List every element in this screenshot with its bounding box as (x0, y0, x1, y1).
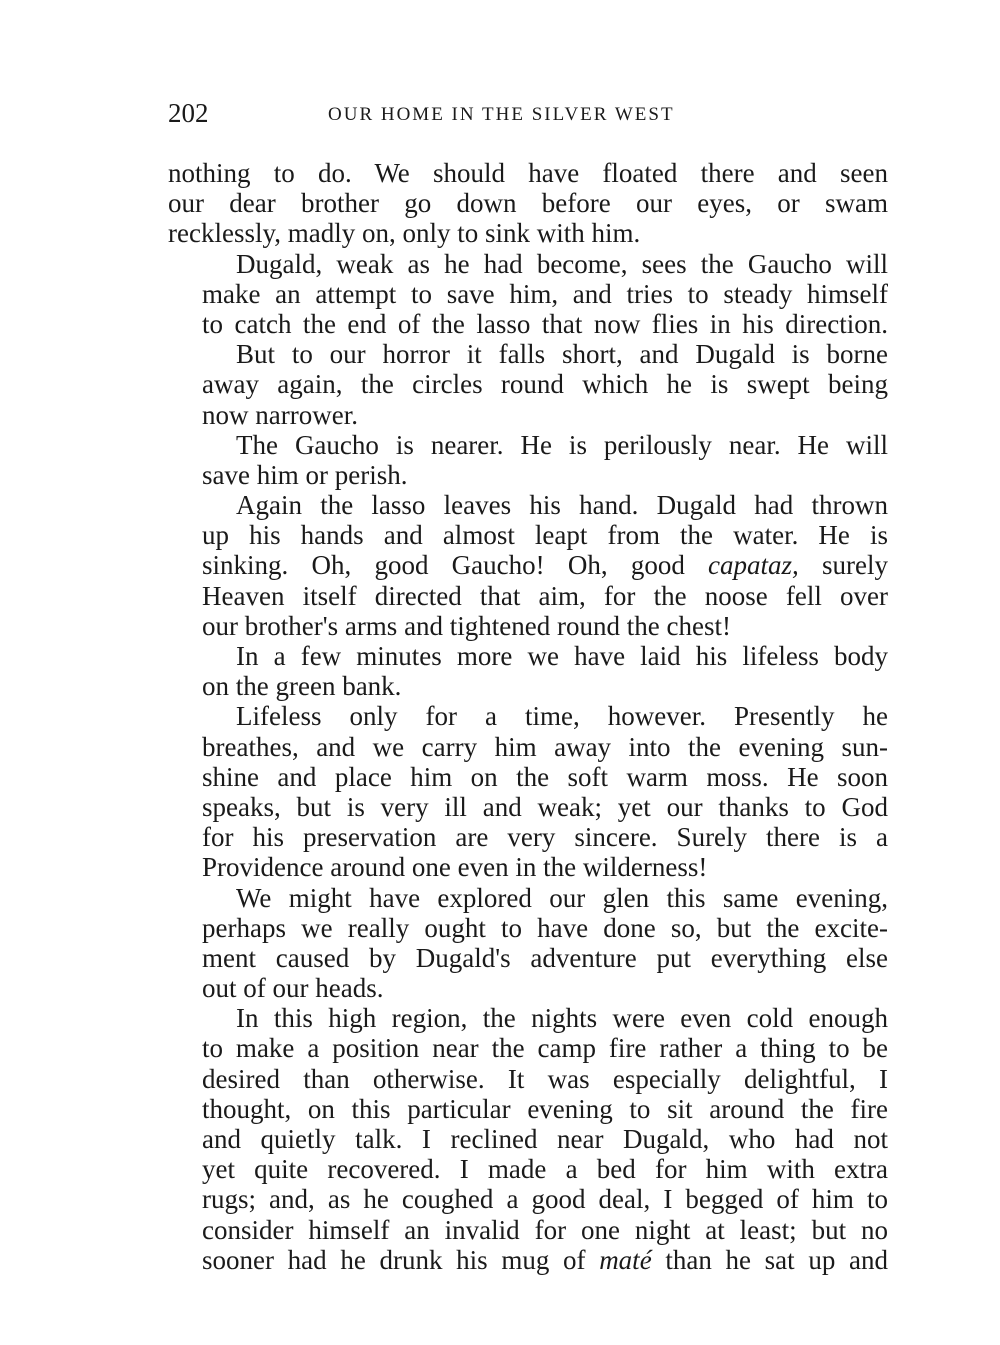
text-line: Again the lasso leaves his hand. Dugald had thrown (236, 490, 888, 521)
italic-word: capataz, (708, 550, 799, 581)
text-line: to catch the end of the lasso that now flies in his direction. (202, 308, 888, 339)
text-line: The Gaucho is nearer. He is perilously near. He will (236, 429, 888, 460)
text-line-mixed (168, 550, 888, 580)
body-text (168, 158, 888, 1275)
text-line: consider himself an invalid for one night at least; but no (202, 1214, 888, 1245)
paragraph-9 (168, 1003, 888, 1275)
text-line: Heaven itself directed that aim, for the noose fell over (202, 580, 888, 611)
text-line: and quietly talk. I reclined near Dugald, who had not (202, 1124, 888, 1154)
text-line: perhaps we really ought to have done so, but the excite- (202, 912, 888, 943)
italic-word: maté (599, 1244, 652, 1275)
text-line: make an attempt to save him, and tries to steady himself (202, 278, 888, 309)
running-head (168, 95, 888, 131)
text-line: Providence around one even in the wilderness! (202, 852, 708, 883)
text-line: yet quite recovered. I made a bed for him with extra (202, 1154, 888, 1185)
page-number: 202 (168, 98, 209, 128)
text-fragment: sooner had he drunk his mug of (202, 1244, 600, 1275)
running-title: OUR HOME IN THE SILVER WEST (328, 104, 675, 125)
text-line: Dugald, weak as he had become, sees the Gaucho will (236, 248, 888, 279)
paragraph-1 (168, 158, 888, 249)
paragraph-6 (168, 641, 888, 701)
text-line: breathes, and we carry him away into the evening sun- (202, 731, 888, 762)
text-line: away again, the circles round which he is swept being (202, 369, 888, 400)
paragraph-3 (168, 339, 888, 430)
text-line: In a few minutes more we have laid his lifeless body (236, 641, 888, 671)
text-line: our brother's arms and tightened round the chest! (202, 610, 731, 641)
text-line: rugs; and, as he coughed a good deal, I begged of him to (202, 1184, 888, 1215)
text-line: speaks, but is very ill and weak; yet our thanks to God (202, 791, 888, 822)
text-line: desired than otherwise. It was especially delightful, I (202, 1063, 888, 1094)
text-line: to make a position near the camp fire rather a thing to be (202, 1033, 888, 1064)
text-line: But to our horror it falls short, and Dugald is borne (236, 339, 888, 370)
text-line: up his hands and almost leapt from the water. He is (202, 520, 888, 551)
text-line-mixed (168, 1245, 888, 1275)
paragraph-2 (168, 249, 888, 340)
text-line: We might have explored our glen this same evening, (236, 882, 888, 913)
text-line: out of our heads. (202, 973, 384, 1004)
text-fragment: than he sat up and (651, 1244, 888, 1275)
text-line: shine and place him on the soft warm moss. He soon (202, 761, 888, 792)
text-line: nothing to do. We should have floated there and seen (168, 158, 888, 188)
text-line: Lifeless only for a time, however. Presently he (236, 701, 888, 732)
text-fragment: surely (798, 550, 889, 581)
paragraph-7 (168, 701, 888, 882)
text-line: save him or perish. (202, 459, 408, 490)
text-line: on the green bank. (202, 671, 402, 702)
paragraph-5 (168, 490, 888, 641)
text-line: for his preservation are very sincere. Surely there is a (202, 822, 888, 853)
paragraph-4 (168, 430, 888, 490)
text-line: recklessly, madly on, only to sink with him. (168, 218, 641, 249)
text-line: ment caused by Dugald's adventure put everything else (202, 942, 888, 973)
text-line: In this high region, the nights were even cold enough (236, 1003, 888, 1034)
text-line: thought, on this particular evening to sit around the fire (202, 1093, 888, 1124)
text-line: now narrower. (202, 399, 358, 430)
paragraph-8 (168, 883, 888, 1004)
text-fragment: sinking. Oh, good Gaucho! Oh, good (202, 550, 709, 581)
text-line: our dear brother go down before our eyes, or swam (168, 188, 888, 219)
